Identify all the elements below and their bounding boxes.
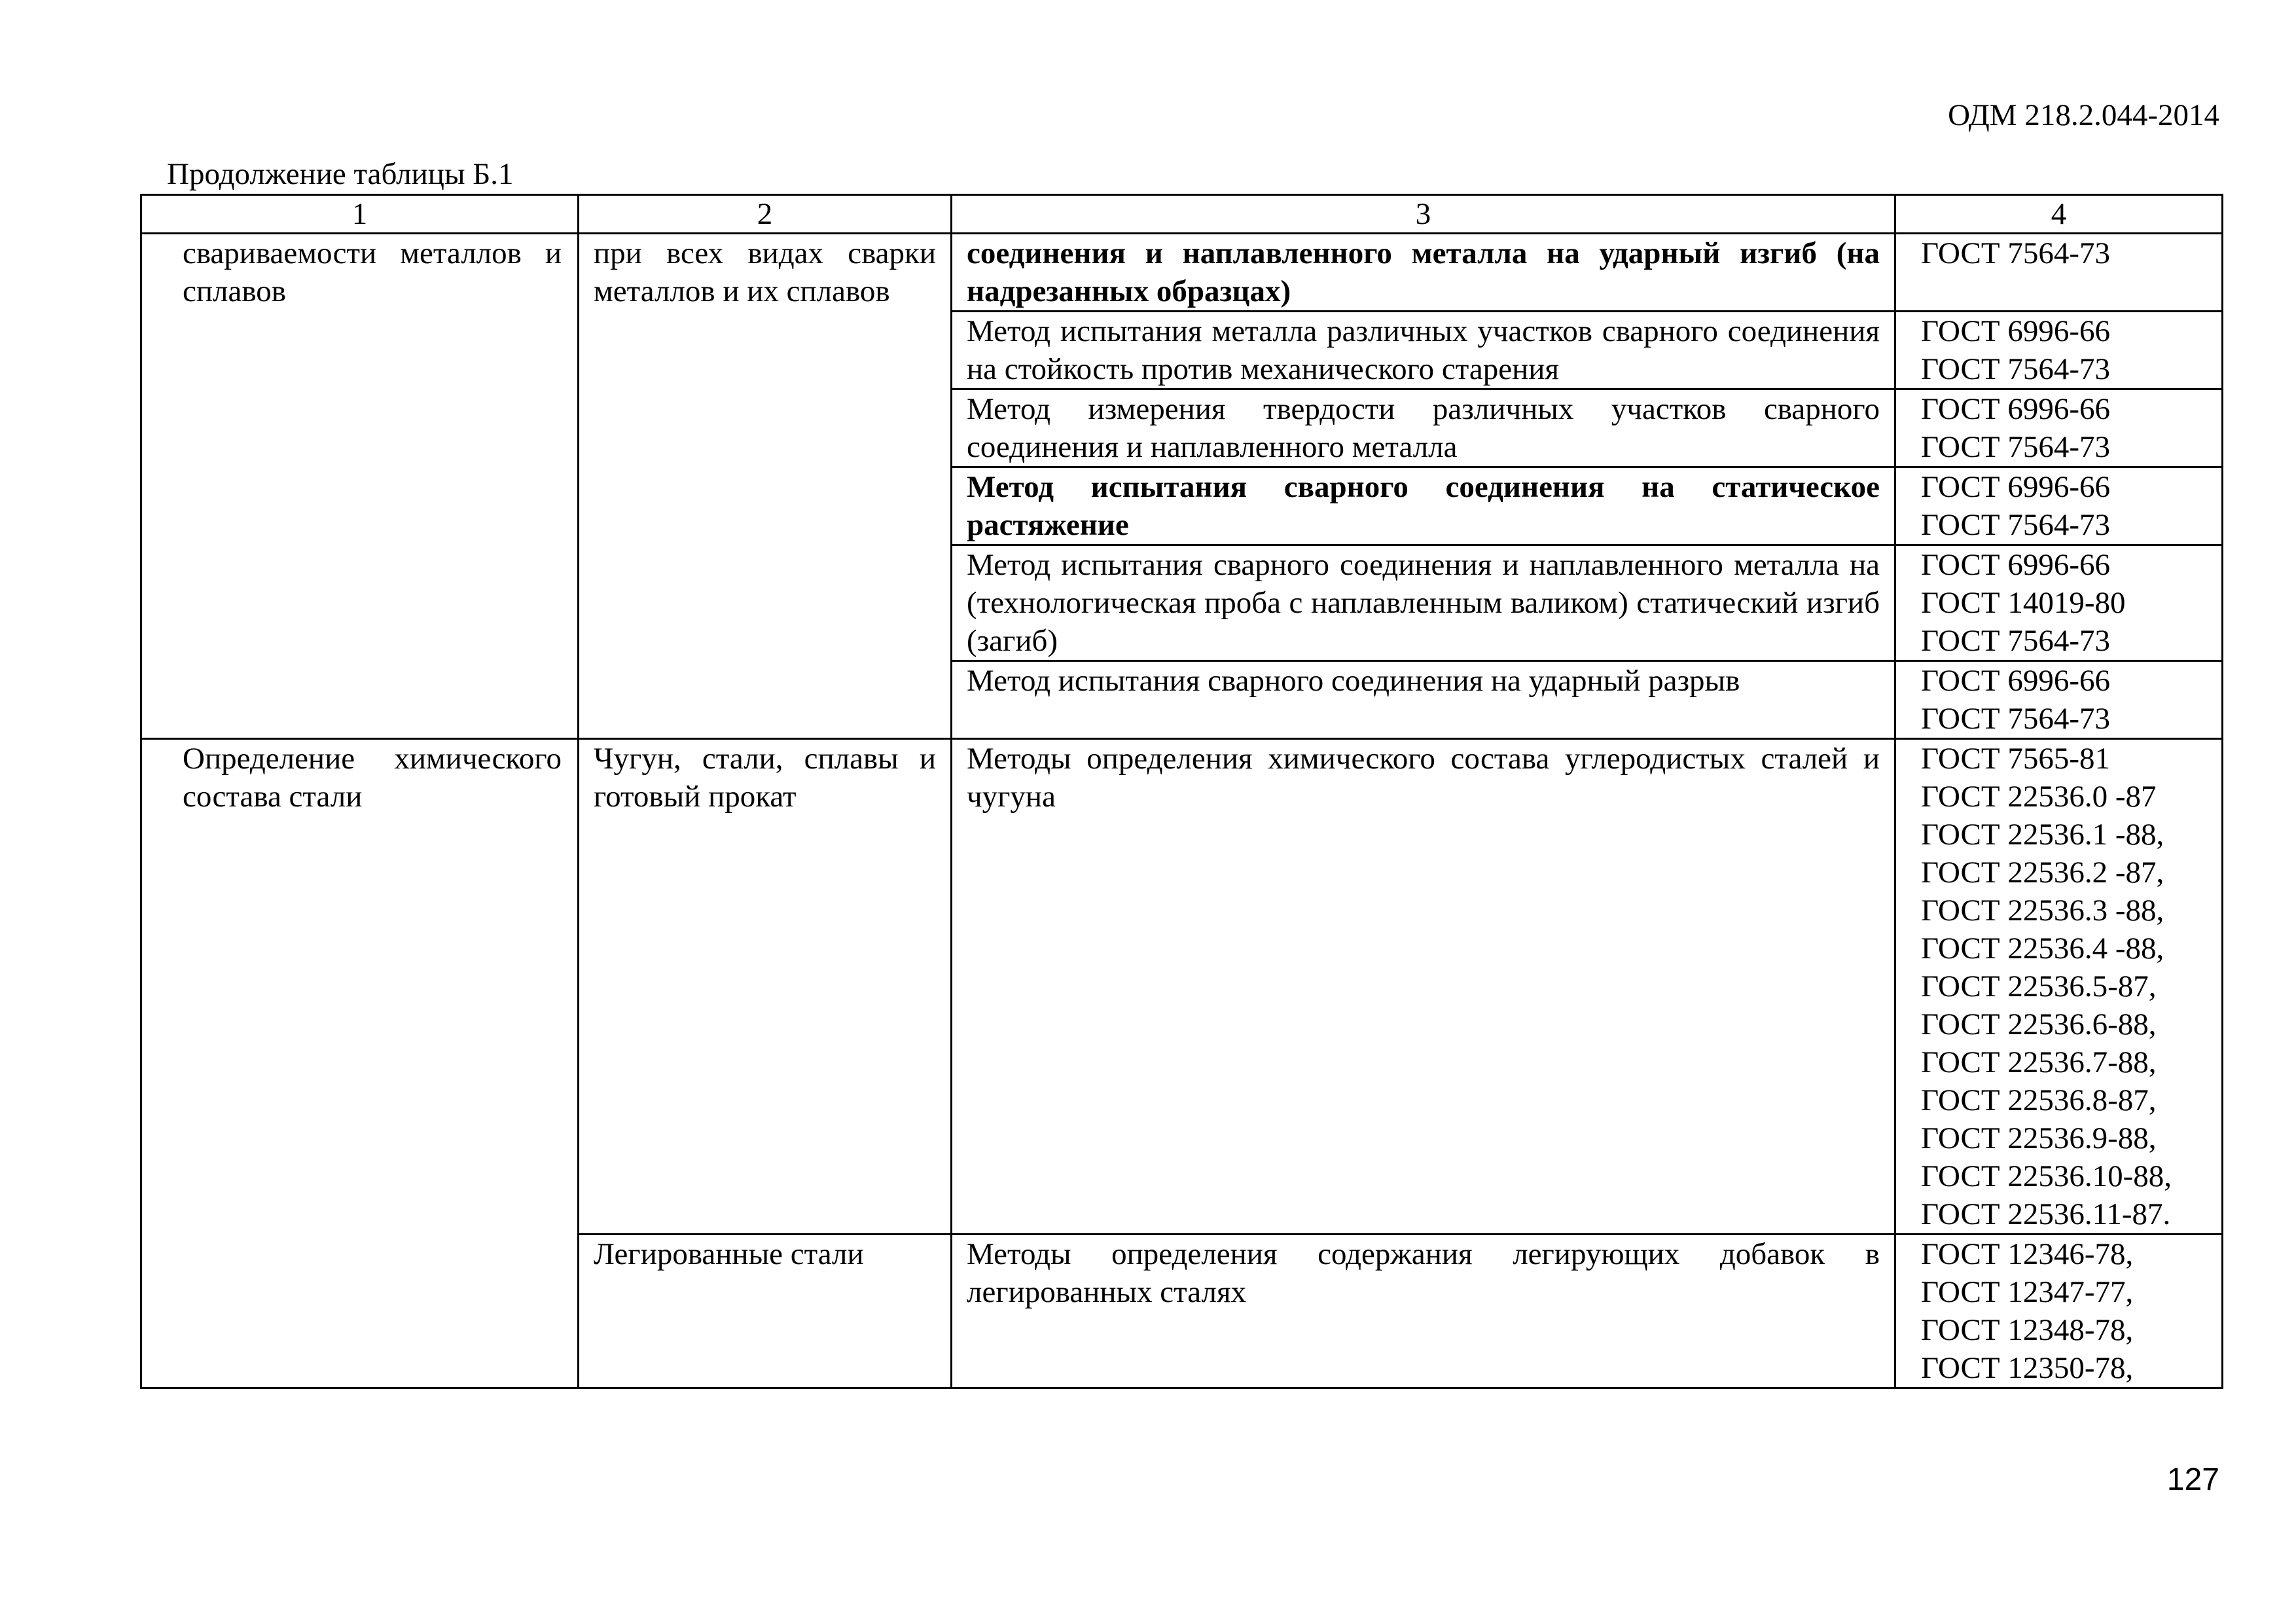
- standards-cell: [1895, 545, 2223, 661]
- method-cell: Метод испытания сварного соединения на ударный разрыв: [952, 661, 1895, 739]
- table-row: [141, 739, 2223, 1235]
- standard-item: ГОСТ 22536.3 -88,: [1921, 893, 2164, 928]
- standard-item: ГОСТ 22536.0 -87: [1921, 780, 2157, 814]
- method-cell: Метод испытания сварного соединения и наплавленного металла на (технологическая проба с наплавленным валиком) статический изгиб (загиб): [952, 545, 1895, 661]
- standard-item: ГОСТ 14019-80: [1921, 586, 2126, 620]
- standards-cell: [1895, 739, 2223, 1235]
- standards-cell: [1895, 467, 2223, 545]
- standard-item: ГОСТ 12346-78,: [1921, 1237, 2134, 1271]
- standard-item: ГОСТ 7564-73: [1921, 430, 2110, 464]
- standard-item: ГОСТ 6996-66: [1921, 392, 2110, 426]
- standards-cell: [1895, 661, 2223, 739]
- standard-item: ГОСТ 22536.4 -88,: [1921, 931, 2164, 965]
- standards-cell: [1895, 389, 2223, 467]
- standard-item: ГОСТ 22536.11-87.: [1921, 1197, 2171, 1231]
- material-cell: Чугун, стали, сплавы и готовый прокат: [579, 739, 952, 1235]
- standards-cell: [1895, 1235, 2223, 1388]
- method-cell: Метод испытания металла различных участков сварного соединения на стойкость против механического старения: [952, 312, 1895, 389]
- standard-item: ГОСТ 12347-77,: [1921, 1275, 2134, 1309]
- standard-item: ГОСТ 22536.10-88,: [1921, 1159, 2172, 1193]
- page-number: 127: [2166, 1462, 2219, 1497]
- standard-item: ГОСТ 7564-73: [1921, 352, 2110, 386]
- method-cell: Методы определения химического состава углеродистых сталей и чугуна: [952, 739, 1895, 1235]
- standards-cell: [1895, 234, 2223, 312]
- method-cell: Метод измерения твердости различных участков сварного соединения и наплавленного металла: [952, 389, 1895, 467]
- standard-item: ГОСТ 6996-66: [1921, 664, 2110, 698]
- standard-item: ГОСТ 22536.2 -87,: [1921, 856, 2164, 890]
- standard-item: ГОСТ 12350-78,: [1921, 1351, 2134, 1385]
- standard-item: ГОСТ 12348-78,: [1921, 1313, 2134, 1347]
- test-subject-cell: свариваемости металлов и сплавов: [141, 234, 579, 739]
- standard-item: ГОСТ 7564-73: [1921, 702, 2110, 736]
- standards-table: [140, 194, 2223, 1389]
- standard-item: ГОСТ 7564-73: [1921, 236, 2110, 270]
- column-number-3: 3: [952, 195, 1895, 234]
- standard-item: ГОСТ 22536.5-87,: [1921, 969, 2157, 1003]
- method-cell: Методы определения содержания легирующих добавок в легированных сталях: [952, 1235, 1895, 1388]
- standard-item: ГОСТ 7564-73: [1921, 624, 2110, 658]
- table-row: [141, 234, 2223, 312]
- table-caption: Продолжение таблицы Б.1: [167, 157, 514, 191]
- method-cell: соединения и наплавленного металла на ударный изгиб (на надрезанных образцах): [952, 234, 1895, 312]
- test-subject-cell: Определение химического состава стали: [141, 739, 579, 1388]
- standard-item: ГОСТ 7564-73: [1921, 508, 2110, 542]
- standard-item: ГОСТ 6996-66: [1921, 548, 2110, 582]
- standard-item: ГОСТ 22536.8-87,: [1921, 1083, 2157, 1117]
- standard-item: ГОСТ 6996-66: [1921, 470, 2110, 504]
- standard-item: ГОСТ 22536.1 -88,: [1921, 818, 2164, 852]
- method-cell: Метод испытания сварного соединения на статическое растяжение: [952, 467, 1895, 545]
- material-cell: Легированные стали: [579, 1235, 952, 1388]
- document-code: ОДМ 218.2.044-2014: [1948, 98, 2219, 132]
- standard-item: ГОСТ 22536.9-88,: [1921, 1121, 2157, 1155]
- standard-item: ГОСТ 6996-66: [1921, 314, 2110, 348]
- standard-item: ГОСТ 7565-81: [1921, 742, 2110, 776]
- standard-item: ГОСТ 22536.7-88,: [1921, 1045, 2157, 1079]
- column-number-2: 2: [579, 195, 952, 234]
- column-number-1: 1: [141, 195, 579, 234]
- standards-cell: [1895, 312, 2223, 389]
- material-cell: при всех видах сварки металлов и их сплавов: [579, 234, 952, 739]
- table-header-row: [141, 195, 2223, 234]
- column-number-4: 4: [1895, 195, 2223, 234]
- standard-item: ГОСТ 22536.6-88,: [1921, 1007, 2157, 1041]
